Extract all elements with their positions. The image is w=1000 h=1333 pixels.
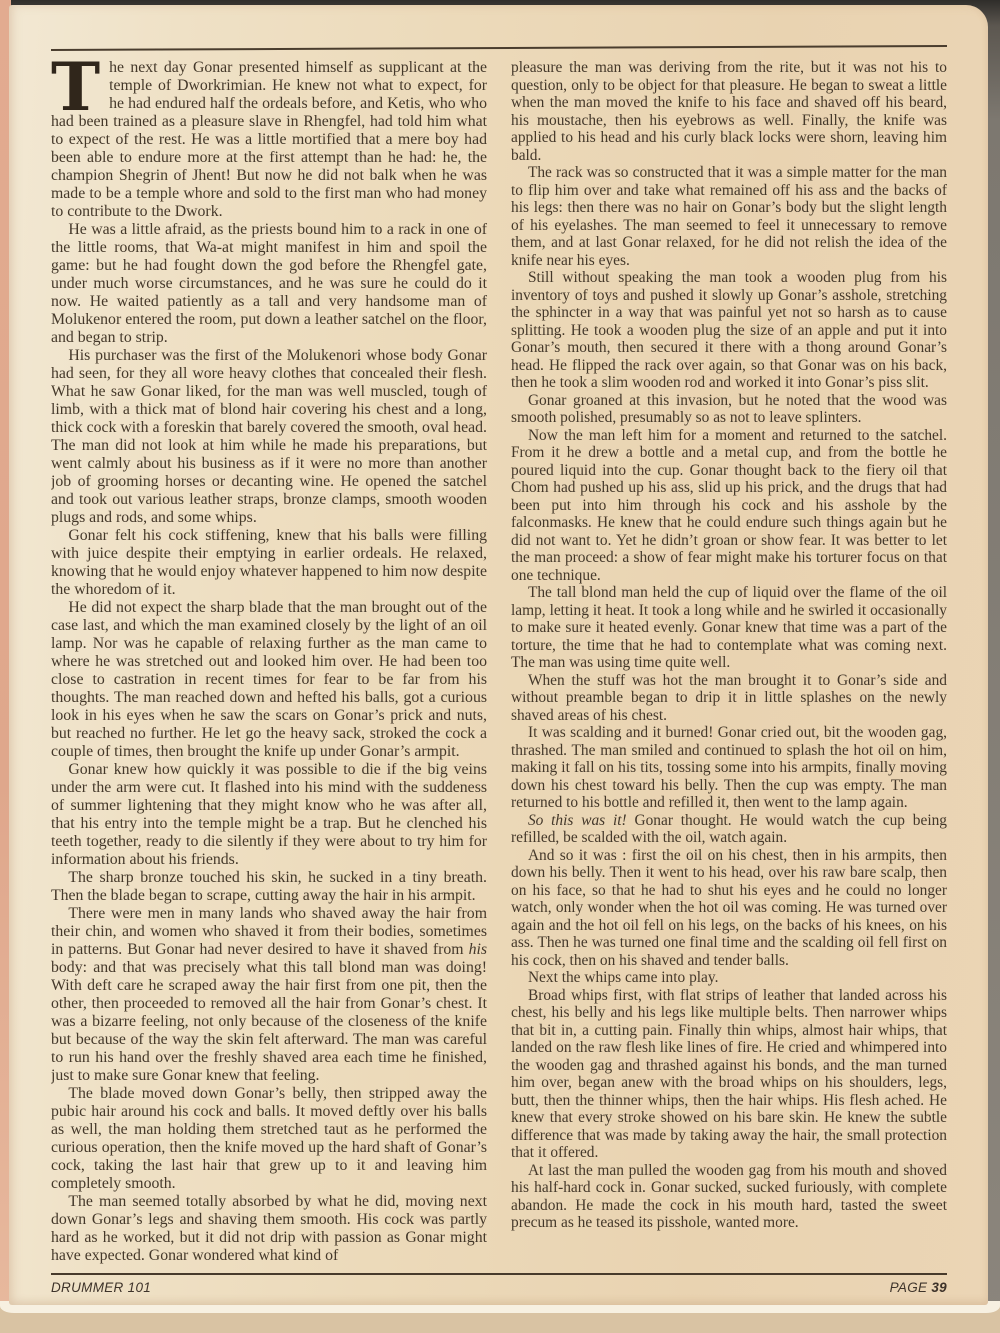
- paragraph: [511, 164, 947, 269]
- underlying-page-edge: [0, 1301, 1000, 1333]
- paragraph: [51, 905, 487, 1085]
- body-text: Gonar felt his cock stiffening, knew that his balls were filling with juice despite their emptying in earlier ordeals. He relaxed, knowing that he would enjoy whatever happened to him now despite the whoredom of it.: [51, 527, 487, 598]
- paragraph: [51, 1085, 487, 1193]
- magazine-title: DRUMMER 101: [51, 1280, 152, 1295]
- body-text: He did not expect the sharp blade that the man brought out of the case last, and which the man examined closely by the light of an oil lamp. Nor was he capable of relaxing further as the man came to where he was stretched out and looked him over. He had been too close to castration in recent times for fear to be far from his thoughts. The man reached down and hefted his balls, got a curious look in his eyes when he saw the scars on Gonar’s prick and nuts, but reached no further. He let go the heavy sack, stroked the cock a couple of times, then brought the knife up under Gonar’s armpit.: [51, 599, 487, 760]
- body-text: Gonar thought. He would watch the cup being refilled, be scalded with the oil, watch again.: [511, 811, 947, 846]
- body-text: The sharp bronze touched his skin, he sucked in a tiny breath. Then the blade began to scrape, cutting away the hair in his armpit.: [51, 869, 487, 904]
- paragraph: [511, 392, 947, 427]
- paragraph: [511, 269, 947, 392]
- paragraph: [51, 527, 487, 599]
- paragraph: [511, 427, 947, 585]
- body-text: pleasure the man was deriving from the rite, but it was not his to question, only to be object for that pleasure. He began to sweat a little when the man moved the knife to his face and shaved off his beard, his moustache, then his eyebrows as well. Finally, the knife was applied to his head and his curly black locks were shorn, leaving him bald.: [511, 59, 947, 164]
- paragraph: [51, 761, 487, 869]
- paragraph: [51, 869, 487, 905]
- italic-text: So this was it!: [527, 811, 627, 829]
- body-text: He was a little afraid, as the priests bound him to a rack in one of the little rooms, that Wa-at might manifest in him and spoil the game: but he had fought down the god before the Rhengfel gate, under much worse circumstances, and he was sure he could do it now. He waited patiently as a tall and very handsome man of Molukenor entered the room, put down a leather satchel on the floor, and began to strip.: [51, 221, 487, 346]
- body-text: body: and that was precisely what this tall blond man was doing! With deft care he scraped away the hair first from one pit, then the other, then proceeded to removed all the hair from Gonar’s chest. It was a bizarre feeling, not only because of the closeness of the knife but because of the way the skin felt afterward. The man was careful to run his hand over the freshly shaved area each time he finished, just to make sure Gonar knew that feeling.: [51, 959, 487, 1084]
- paragraph: [51, 1193, 487, 1265]
- page-footer: [51, 1273, 947, 1295]
- body-text: The tall blond man held the cup of liquid over the flame of the oil lamp, letting it heat. It took a long while and he swirled it occasionally to make sure it heated evenly. Gonar knew that time was a part of the torture, the time that he had to contemplate what was coming next. The man was using time quite well.: [511, 584, 947, 671]
- page-number: PAGE 39: [889, 1280, 947, 1295]
- paragraph: [511, 59, 947, 164]
- article-body: [51, 59, 947, 1265]
- body-text: It was scalding and it burned! Gonar cried out, bit the wooden gag, thrashed. The man smiled and continued to splash the hot oil on him, making it fall on his tits, tossing some into his armpits, finally moving down his chest toward his belly. Then the cup was empty. The man returned to his bottle and refilled it, then went to the lamp again.: [511, 724, 947, 811]
- body-text: he next day Gonar presented himself as supplicant at the temple of Dworkrimian. He knew not what to expect, for he had endured half the ordeals before, and Ketis, who who had been trained as a pleasure slave in Rhengfel, had told him what to expect of the rest. He was a little mortified that a mere boy had been able to endure more at the first attempt than he had: he, the champion Shegrin of Jhent! But now he did not balk when he was made to be a temple whore and sold to the first man who had money to contribute to the Dwork.: [51, 59, 487, 220]
- header-rule: [51, 45, 947, 51]
- body-text: When the stuff was hot the man brought it to Gonar’s side and without preamble began to drip it in little splashes on the newly shaved areas of his chest.: [511, 671, 947, 724]
- body-text: The blade moved down Gonar’s belly, then stripped away the pubic hair around his cock and balls. It moved deftly over his balls as well, the man holding them stretched taut as he performed the curious operation, then the knife moved up the hard shaft of Gonar’s cock, taking the last hair that grew up to it and leaving him completely smooth.: [51, 1085, 487, 1192]
- body-text: The man seemed totally absorbed by what he did, moving next down Gonar’s legs and shaving them smooth. His cock was partly hard as he worked, but it did not drip with passion as Gonar might have expected. Gonar wondered what kind of: [51, 1193, 487, 1264]
- paragraph: [51, 347, 487, 527]
- paragraph: [511, 969, 947, 987]
- body-text: Still without speaking the man took a wooden plug from his inventory of toys and pushed it slowly up Gonar’s asshole, stretching the sphincter in a way that was painful yet not so harsh as to cause splitting. He took a wooden plug the size of an apple and put it into Gonar’s mouth, then secured it there with a thong around Gonar’s head. He flipped the rack over again, so that Gonar was on his back, then he took a slim wooden rod and worked it into Gonar’s piss slit.: [511, 269, 947, 391]
- paragraph: [511, 584, 947, 672]
- body-text: And so it was : first the oil on his chest, then in his armpits, then down his belly. Then it went to his head, over his raw bare scalp, then on his face, so that he had to shut his eyes and he could no longer watch, only wonder when the hot oil was coming. He was turned over again and the hot oil fell on his legs, on the backs of his knees, on his ass. Then he was turned one final time and the scalding oil fell first on his cock, then on his shaved and tender balls.: [511, 846, 947, 969]
- body-text: There were men in many lands who shaved away the hair from their chin, and women who shaved it from their bodies, sometimes in patterns. But Gonar had never desired to have it shaved from: [51, 905, 487, 958]
- paragraph: [511, 1162, 947, 1232]
- body-text: His purchaser was the first of the Molukenori whose body Gonar had seen, for they all wore heavy clothes that concealed their flesh. What he saw Gonar liked, for the man was well muscled, tough of limb, with a thick mat of blond hair covering his chest and a long, thick cock with a foreskin that barely covered the smooth, oval head. The man did not look at him while he made his preparations, but went calmly about his business as if it were no more than another job of grooming horses or decanting wine. He opened the satchel and took out various leather straps, bronze clamps, smooth wooden plugs and rods, and some whips.: [51, 347, 487, 526]
- magazine-page: [9, 5, 988, 1305]
- paragraph: [511, 987, 947, 1162]
- drop-cap: T: [51, 59, 101, 126]
- italic-text: his: [468, 941, 487, 958]
- body-text: Gonar knew how quickly it was possible to die if the big veins under the arm were cut. It flashed into his mind with the suddeness of summer lightening that they might know who he was after all, that his entry into the temple might be a trap. But he clenched his teeth together, ready to die silently if they were about to try him for information about his friends.: [51, 761, 487, 868]
- paragraph: [511, 724, 947, 812]
- paragraph: [511, 672, 947, 725]
- paragraph: [511, 847, 947, 970]
- body-text: At last the man pulled the wooden gag from his mouth and shoved his half-hard cock in. Gonar sucked, sucked furiously, with complete abandon. He made the cock in his mouth hard, tasted the sweet precum as he teased its pisshole, wanted more.: [511, 1161, 947, 1231]
- body-text: Now the man left him for a moment and returned to the satchel. From it he drew a bottle and a metal cup, and from the bottle he poured liquid into the cup. Gonar thought back to the fiery oil that Chom had pushed up his ass, slid up his prick, and the drugs that had been put into him through his cock and his asshole by the falconmasks. He knew that he could endure such things again but he did not want to. Yet he didn’t groan or show fear. It was better to let the man proceed: a show of fear might make his torturer focus on that one technique.: [511, 426, 947, 584]
- body-text: Gonar groaned at this invasion, but he noted that the wood was smooth polished, presumably so as not to leave splinters.: [511, 391, 947, 426]
- text-column-left: [51, 59, 487, 1265]
- body-text: The rack was so constructed that it was a simple matter for the man to flip him over and take what remained off his ass and the backs of his legs: then there was no hair on Gonar’s body but the slight length of his eyelashes. The man seemed to feel it unnecessary to remove them, and at last Gonar relaxed, for he did not relish the idea of the knife near his eyes.: [511, 164, 947, 269]
- paragraph: [51, 221, 487, 347]
- paragraph: [51, 599, 487, 761]
- text-column-right: [511, 59, 947, 1265]
- body-text: Broad whips first, with flat strips of leather that landed across his chest, his belly and his legs like multiple belts. Then narrower whips that bit in, a cutting pain. Finally thin whips, almost hair whips, that landed on the raw flesh like lines of fire. He cried and whimpered into the wooden gag and thrashed against his bonds, and the man turned him over, began anew with the broad whips on his shoulders, legs, butt, then the thinner whips, then the hair whips. His flesh ached. He knew that every stroke showed on his bare skin. He knew the subtle difference that was made by taking away the hair, the small protection that it offered.: [511, 986, 947, 1161]
- paragraph: [511, 812, 947, 847]
- paragraph: [51, 59, 487, 221]
- body-text: Next the whips came into play.: [527, 969, 719, 986]
